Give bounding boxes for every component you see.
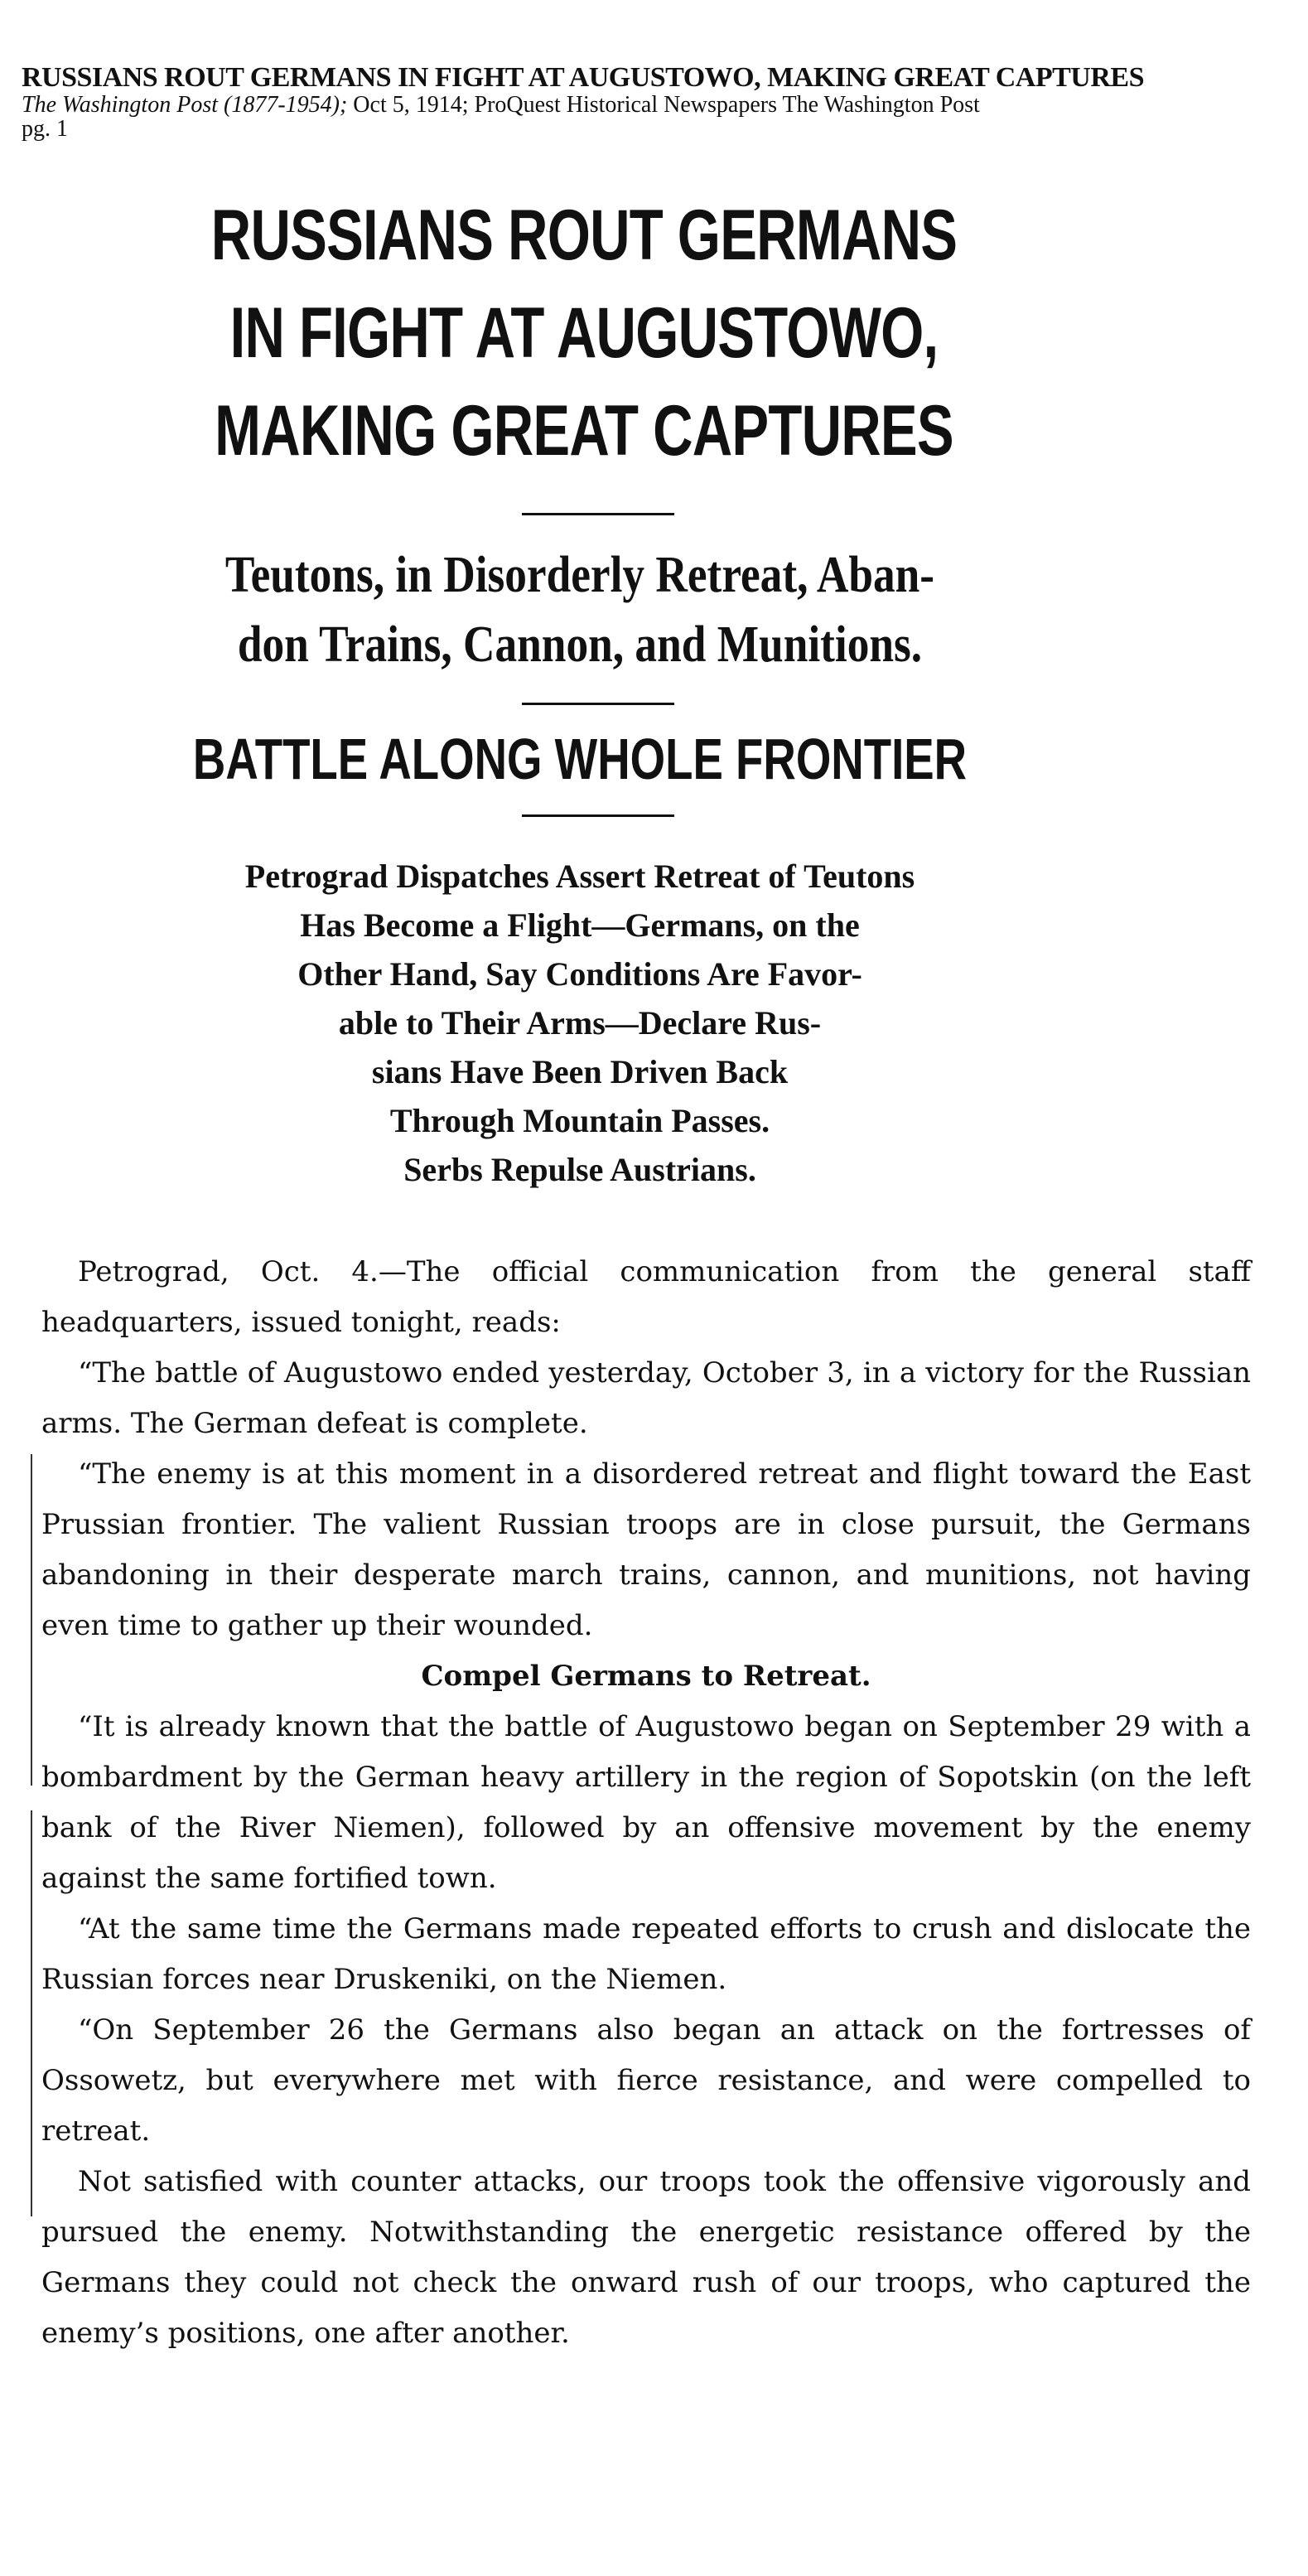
body-paragraph: Petrograd, Oct. 4.—The official communication from the general staff headquarters, issued tonight, reads: <box>41 1255 1251 1339</box>
subheadline <box>0 540 1171 679</box>
summary-deck <box>0 852 1267 1194</box>
body-paragraph: Not satisfied with counter attacks, our troops took the offensive vigorously and pursued the enemy. Notwithstanding the energetic resistance offered by the Germans they could not check the onward rush of our troops, who captured the enemy’s positions, one after another. <box>41 2165 1251 2350</box>
subheadline-line: don Trains, Cannon, and Munitions. <box>237 616 923 673</box>
summary-line: able to Their Arms—Declare Rus- <box>338 1004 822 1042</box>
citation-title: RUSSIANS ROUT GERMANS IN FIGHT AT AUGUSTOWO, MAKING GREAT CAPTURES <box>22 62 1144 93</box>
headline-line: MAKING GREAT CAPTURES <box>215 391 953 471</box>
citation-source-details: Oct 5, 1914; ProQuest Historical Newspapers The Washington Post <box>347 92 980 118</box>
body-subhead: Compel Germans to Retreat. <box>421 1660 871 1693</box>
body-paragraph: “At the same time the Germans made repeated efforts to crush and dislocate the Russian forces near Druskeniki, on the Niemen. <box>41 1912 1251 1996</box>
citation-header <box>22 63 1289 141</box>
summary-line: Petrograd Dispatches Assert Retreat of Teutons <box>244 858 915 895</box>
body-paragraph: “On September 26 the Germans also began an attack on the fortresses of Ossowetz, but everywhere met with fierce resistance, and were compelled to retreat. <box>41 2013 1251 2148</box>
margin-rule <box>31 1454 32 1786</box>
summary-line: Has Become a Flight—Germans, on the <box>300 906 860 944</box>
article-body <box>41 1247 1251 2359</box>
headline-line: IN FIGHT AT AUGUSTOWO, <box>229 293 939 373</box>
subheadline-line: Teutons, in Disorderly Retreat, Aban- <box>224 547 935 603</box>
article <box>41 186 1267 2359</box>
headline <box>51 186 1117 480</box>
margin-rule <box>31 1810 32 2216</box>
summary-line: Other Hand, Say Conditions Are Favor- <box>297 955 862 993</box>
summary-line: Serbs Repulse Austrians. <box>403 1151 756 1188</box>
citation-source-publication: The Washington Post (1877-1954); <box>22 92 348 118</box>
body-paragraph: “The battle of Augustowo ended yesterday, October 3, in a victory for the Russian arms. The German defeat is complete. <box>41 1356 1251 1440</box>
headline-line: RUSSIANS ROUT GERMANS <box>210 196 958 275</box>
section-headline: BATTLE ALONG WHOLE FRONTIER <box>192 727 968 791</box>
body-paragraph: “It is already known that the battle of Augustowo began on September 29 with a bombardment by the German heavy artillery in the region of Sopotskin (on the left bank of the River Niemen), followed by an offensive movement by the enemy against the same fortified town. <box>41 1710 1251 1895</box>
body-paragraph: “The enemy is at this moment in a disordered retreat and flight toward the East Prussian frontier. The valient Russian troops are in close pursuit, the Germans abandoning in their desperate march trains, cannon, and munitions, not having even time to gather up their wounded. <box>41 1457 1251 1642</box>
citation-page: pg. 1 <box>22 116 68 142</box>
summary-line: Through Mountain Passes. <box>389 1102 770 1139</box>
summary-line: sians Have Been Driven Back <box>371 1053 789 1090</box>
citation-source <box>22 93 1289 118</box>
